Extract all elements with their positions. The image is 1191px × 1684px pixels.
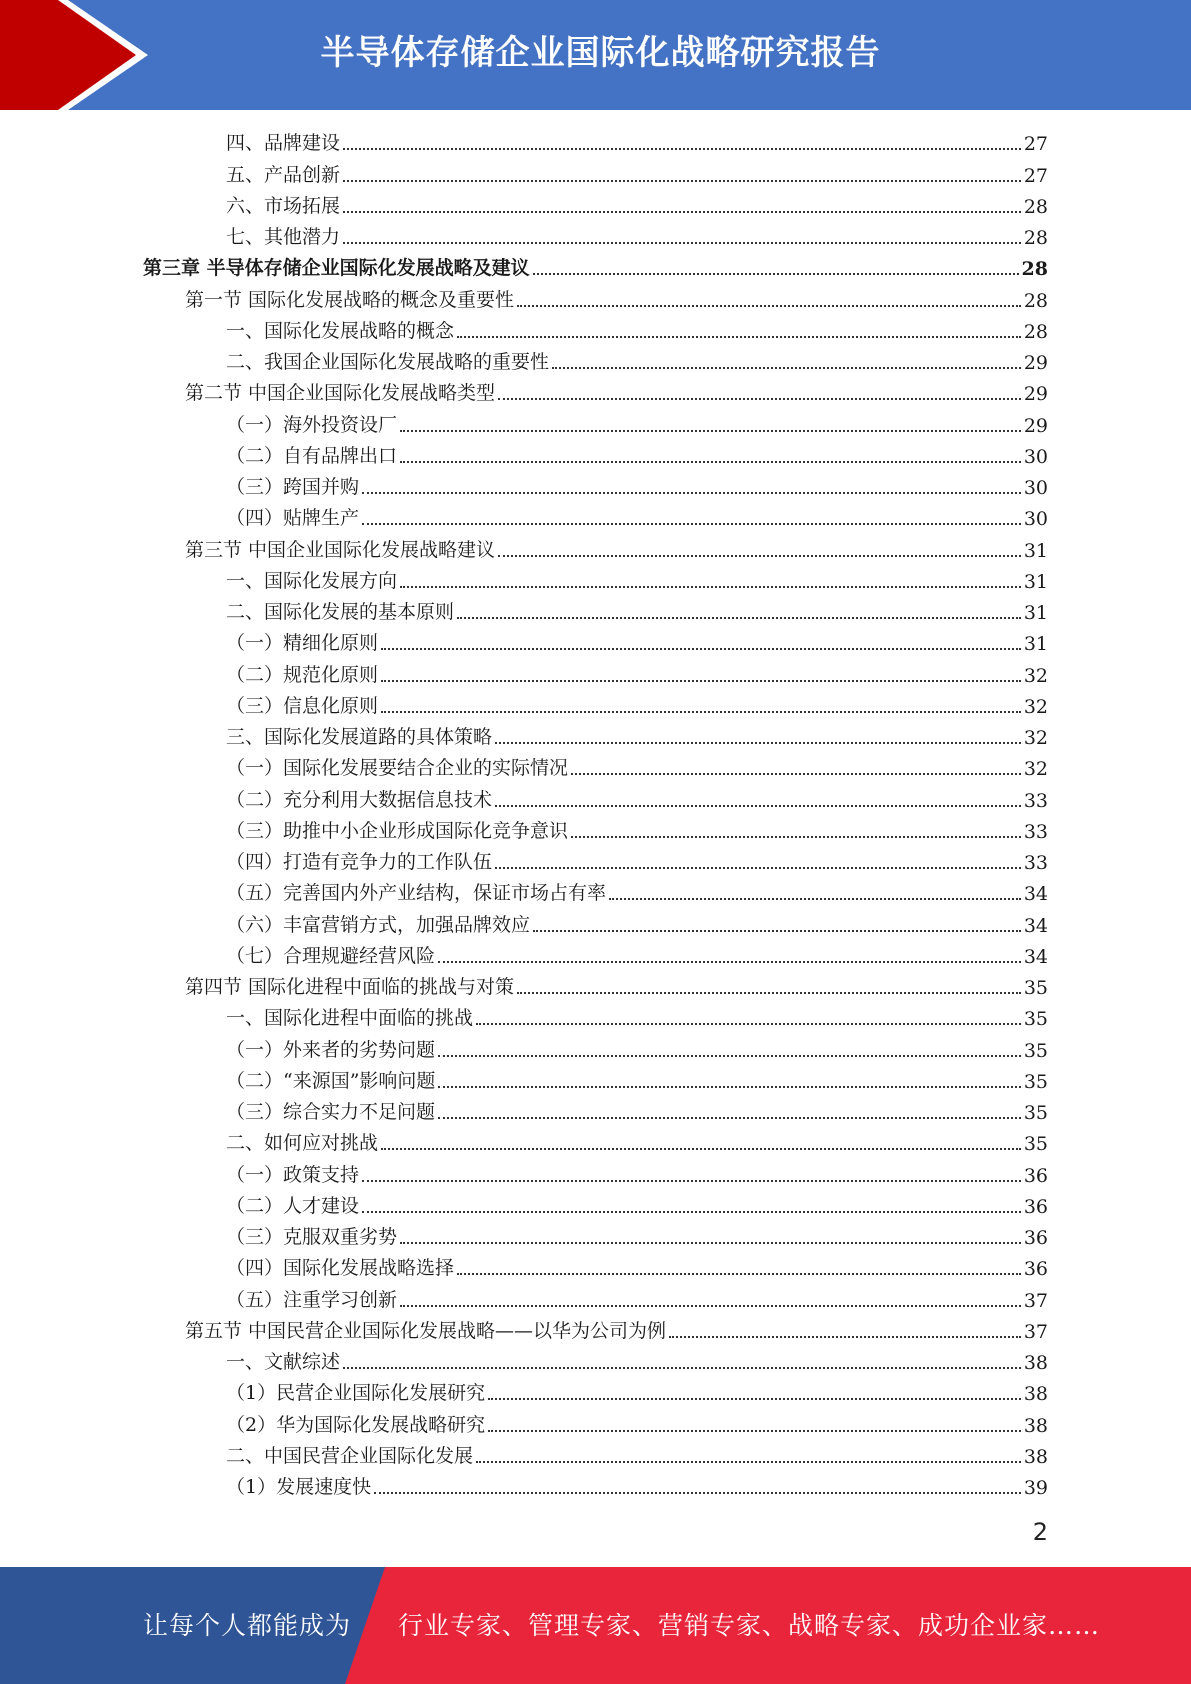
toc-entry[interactable] <box>0 1346 1191 1377</box>
toc-entry[interactable] <box>0 596 1191 627</box>
toc-entry[interactable] <box>0 658 1191 689</box>
toc-entry[interactable] <box>0 221 1191 252</box>
dot-leader <box>495 804 1021 807</box>
dot-leader <box>488 1429 1021 1432</box>
toc-entry-page: 31 <box>1023 539 1048 562</box>
dot-leader <box>476 1460 1021 1463</box>
dot-leader <box>552 366 1021 369</box>
toc-entry-page: 32 <box>1023 727 1048 749</box>
toc-entry-title: （三）综合实力不足问题 <box>226 1101 436 1123</box>
dot-leader <box>457 335 1021 338</box>
toc-entry-title: 第三节 中国企业国际化发展战略建议 <box>185 538 496 561</box>
toc-entry-title: （1）发展速度快 <box>226 1476 372 1498</box>
dot-leader <box>438 1054 1021 1057</box>
toc-entry-page: 30 <box>1023 508 1048 531</box>
toc-entry-page: 27 <box>1023 133 1048 156</box>
toc-entry-page: 31 <box>1023 602 1048 624</box>
dot-leader <box>400 429 1021 432</box>
toc-entry-page: 32 <box>1023 695 1048 718</box>
dot-leader <box>517 991 1021 994</box>
toc-entry[interactable] <box>0 1127 1191 1158</box>
toc-entry[interactable] <box>0 1096 1191 1127</box>
toc-entry-title: （一）外来者的劣势问题 <box>226 1038 436 1061</box>
dot-leader <box>488 1397 1021 1400</box>
toc-entry-title: 二、国际化发展的基本原则 <box>226 601 455 623</box>
toc-entry-page: 33 <box>1023 789 1048 812</box>
toc-entry[interactable] <box>0 502 1191 533</box>
dot-leader <box>362 491 1021 494</box>
toc-entry[interactable] <box>0 377 1191 408</box>
dot-leader <box>381 647 1021 650</box>
dot-leader <box>495 741 1021 744</box>
toc-entry[interactable] <box>0 815 1191 846</box>
toc-entry[interactable] <box>0 1283 1191 1314</box>
dot-leader <box>400 460 1021 463</box>
toc-entry[interactable] <box>0 1158 1191 1189</box>
toc-entry[interactable] <box>0 346 1191 377</box>
dot-leader <box>343 179 1021 182</box>
dot-leader <box>343 241 1021 244</box>
toc-entry-title: （二）人才建设 <box>226 1194 360 1217</box>
toc-entry-title: 二、我国企业国际化发展战略的重要性 <box>226 351 550 373</box>
page-number: 2 <box>1032 1518 1048 1546</box>
toc-entry-page: 27 <box>1023 164 1048 187</box>
toc-entry[interactable] <box>0 190 1191 221</box>
toc-entry-title: （二）“来源国”影响问题 <box>226 1069 436 1092</box>
toc-entry-page: 33 <box>1023 820 1048 843</box>
toc-entry-title: （一）政策支持 <box>226 1163 360 1186</box>
toc-entry-page: 38 <box>1023 1445 1048 1468</box>
dot-leader <box>517 304 1021 307</box>
toc-entry-title: （三）助推中小企业形成国际化竞争意识 <box>226 819 569 842</box>
toc-entry-page: 38 <box>1023 1414 1048 1437</box>
page-footer <box>0 1567 1191 1684</box>
toc-entry[interactable] <box>0 1190 1191 1221</box>
toc-entry-title: （四）贴牌生产 <box>226 507 360 530</box>
dot-leader <box>362 1210 1021 1213</box>
dot-leader <box>498 397 1021 400</box>
toc-entry-title: （三）克服双重劣势 <box>226 1226 398 1248</box>
toc-entry-title: 一、国际化进程中面临的挑战 <box>226 1007 474 1030</box>
toc-entry-title: 二、如何应对挑战 <box>226 1132 379 1155</box>
toc-entry-page: 39 <box>1023 1477 1048 1499</box>
dot-leader <box>498 554 1021 557</box>
toc-entry-title: 第三章 半导体存储企业国际化发展战略及建议 <box>143 257 530 280</box>
toc-entry-title: 一、文献综述 <box>226 1351 341 1373</box>
toc-entry-title: 六、市场拓展 <box>226 194 341 217</box>
dot-leader <box>438 1085 1020 1088</box>
dot-leader <box>400 1304 1021 1307</box>
toc-entry-title: 一、国际化发展战略的概念 <box>226 319 455 342</box>
toc-entry[interactable] <box>0 846 1191 877</box>
toc-entry[interactable] <box>0 1065 1191 1096</box>
toc-entry-page: 36 <box>1023 1164 1048 1187</box>
toc-entry[interactable] <box>0 408 1191 439</box>
toc-entry-title: （一）海外投资设厂 <box>226 413 398 436</box>
dot-leader <box>381 679 1021 682</box>
toc-entry-page: 28 <box>1023 195 1048 218</box>
toc-entry-title: 第四节 国际化进程中面临的挑战与对策 <box>185 976 515 998</box>
dot-leader <box>609 897 1021 900</box>
footer-slogan-left: 让每个人都能成为 <box>143 1611 352 1640</box>
toc-entry-page: 35 <box>1023 977 1048 999</box>
toc-entry-page: 35 <box>1023 1039 1048 1062</box>
toc-entry-page: 37 <box>1023 1320 1048 1343</box>
dot-leader <box>374 1491 1021 1494</box>
dot-leader <box>362 522 1021 525</box>
toc-entry-page: 29 <box>1023 352 1048 374</box>
toc-entry-page: 35 <box>1023 1070 1048 1093</box>
toc-entry[interactable] <box>0 783 1191 814</box>
toc-entry[interactable] <box>0 1471 1191 1502</box>
toc-entry-page: 36 <box>1023 1227 1048 1249</box>
toc-entry[interactable] <box>0 1002 1191 1033</box>
toc-entry-title: （一）精细化原则 <box>226 632 379 655</box>
toc-entry[interactable] <box>0 252 1191 283</box>
toc-entry[interactable] <box>0 908 1191 939</box>
toc-entry-title: 七、其他潜力 <box>226 226 341 248</box>
toc-entry-title: （二）规范化原则 <box>226 663 379 686</box>
dot-leader <box>438 960 1021 963</box>
toc-entry[interactable] <box>0 158 1191 189</box>
toc-entry-title: （二）自有品牌出口 <box>226 444 398 467</box>
toc-entry[interactable] <box>0 1252 1191 1283</box>
toc-entry[interactable] <box>0 315 1191 346</box>
toc-entry-title: （六）丰富营销方式，加强品牌效应 <box>226 913 531 936</box>
report-title: 半导体存储企业国际化战略研究报告 <box>320 33 881 73</box>
toc-entry[interactable] <box>0 877 1191 908</box>
toc-entry-page: 32 <box>1023 758 1048 781</box>
page-header <box>0 0 1191 110</box>
dot-leader <box>400 1241 1021 1244</box>
dot-leader <box>457 1272 1021 1275</box>
toc-entry-title: 第二节 中国企业国际化发展战略类型 <box>185 382 496 405</box>
toc-entry-title: （三）跨国并购 <box>226 476 360 498</box>
dot-leader <box>533 272 1019 275</box>
dot-leader <box>457 616 1021 619</box>
toc-entry-title: 四、品牌建设 <box>226 132 341 155</box>
toc-entry-page: 29 <box>1023 383 1048 406</box>
toc-entry-page: 29 <box>1023 414 1048 437</box>
toc-entry[interactable] <box>0 1408 1191 1439</box>
dot-leader <box>495 866 1021 869</box>
toc-entry-page: 28 <box>1023 227 1048 249</box>
toc-entry-page: 36 <box>1023 1195 1048 1218</box>
toc-entry[interactable] <box>0 1377 1191 1408</box>
toc-entry-title: （一）国际化发展要结合企业的实际情况 <box>226 757 569 780</box>
table-of-contents <box>0 127 1191 1502</box>
toc-entry-page: 36 <box>1023 1258 1048 1281</box>
toc-entry-page: 31 <box>1023 633 1048 656</box>
dot-leader <box>343 210 1021 213</box>
toc-entry[interactable] <box>0 752 1191 783</box>
dot-leader <box>381 710 1021 713</box>
dot-leader <box>476 1022 1021 1025</box>
dot-leader <box>400 585 1021 588</box>
dot-leader <box>362 1179 1021 1182</box>
toc-entry-page: 30 <box>1023 477 1048 499</box>
toc-entry[interactable] <box>0 127 1191 158</box>
toc-entry-title: （四）打造有竞争力的工作队伍 <box>226 851 493 873</box>
dot-leader <box>343 1366 1021 1369</box>
toc-entry-title: （五）注重学习创新 <box>226 1288 398 1311</box>
toc-entry[interactable] <box>0 627 1191 658</box>
toc-entry-title: 五、产品创新 <box>226 163 341 186</box>
toc-entry-page: 33 <box>1023 852 1048 874</box>
toc-entry[interactable] <box>0 1033 1191 1064</box>
toc-entry[interactable] <box>0 690 1191 721</box>
toc-entry-page: 35 <box>1023 1008 1048 1031</box>
toc-entry-page: 35 <box>1023 1133 1048 1156</box>
toc-entry[interactable] <box>0 940 1191 971</box>
toc-entry-page: 34 <box>1023 883 1048 906</box>
toc-entry[interactable] <box>0 565 1191 596</box>
toc-entry-title: （2）华为国际化发展战略研究 <box>226 1413 486 1436</box>
toc-entry-title: （四）国际化发展战略选择 <box>226 1257 455 1280</box>
dot-leader <box>438 1116 1021 1119</box>
toc-entry-title: 第五节 中国民营企业国际化发展战略——以华为公司为例 <box>185 1319 667 1342</box>
dot-leader <box>669 1335 1021 1338</box>
toc-entry-page: 30 <box>1023 445 1048 468</box>
footer-slogan-right: 行业专家、管理专家、营销专家、战略专家、成功企业家…… <box>398 1611 1101 1640</box>
toc-entry[interactable] <box>0 1221 1191 1252</box>
toc-entry-page: 28 <box>1023 289 1048 312</box>
toc-entry[interactable] <box>0 440 1191 471</box>
dot-leader <box>571 772 1021 775</box>
toc-entry-page: 32 <box>1023 664 1048 687</box>
toc-entry-title: 三、国际化发展道路的具体策略 <box>226 726 493 748</box>
toc-entry[interactable] <box>0 971 1191 1002</box>
toc-entry[interactable] <box>0 471 1191 502</box>
toc-entry[interactable] <box>0 1315 1191 1346</box>
toc-entry-page: 28 <box>1023 320 1048 343</box>
toc-entry-page: 38 <box>1023 1352 1048 1374</box>
dot-leader <box>381 1147 1021 1150</box>
toc-entry-page: 37 <box>1023 1289 1048 1312</box>
toc-entry-title: （1）民营企业国际化发展研究 <box>226 1382 486 1405</box>
toc-entry-page: 31 <box>1023 570 1048 593</box>
toc-entry-title: （三）信息化原则 <box>226 694 379 717</box>
toc-entry-page: 35 <box>1023 1102 1048 1124</box>
toc-entry-title: 一、国际化发展方向 <box>226 569 398 592</box>
toc-entry-title: 二、中国民营企业国际化发展 <box>226 1444 474 1467</box>
dot-leader <box>343 147 1021 150</box>
toc-entry-page: 34 <box>1023 945 1048 968</box>
toc-entry[interactable] <box>0 1440 1191 1471</box>
toc-entry-page: 28 <box>1021 258 1048 281</box>
toc-entry-title: （二）充分利用大数据信息技术 <box>226 788 493 811</box>
dot-leader <box>533 929 1021 932</box>
toc-entry-title: 第一节 国际化发展战略的概念及重要性 <box>185 288 515 311</box>
toc-entry[interactable] <box>0 533 1191 564</box>
toc-entry-page: 34 <box>1023 914 1048 937</box>
dot-leader <box>571 835 1021 838</box>
toc-entry[interactable] <box>0 721 1191 752</box>
toc-entry-page: 38 <box>1023 1383 1048 1406</box>
toc-entry-title: （七）合理规避经营风险 <box>226 944 436 967</box>
toc-entry[interactable] <box>0 283 1191 314</box>
toc-entry-title: （五）完善国内外产业结构，保证市场占有率 <box>226 882 607 905</box>
